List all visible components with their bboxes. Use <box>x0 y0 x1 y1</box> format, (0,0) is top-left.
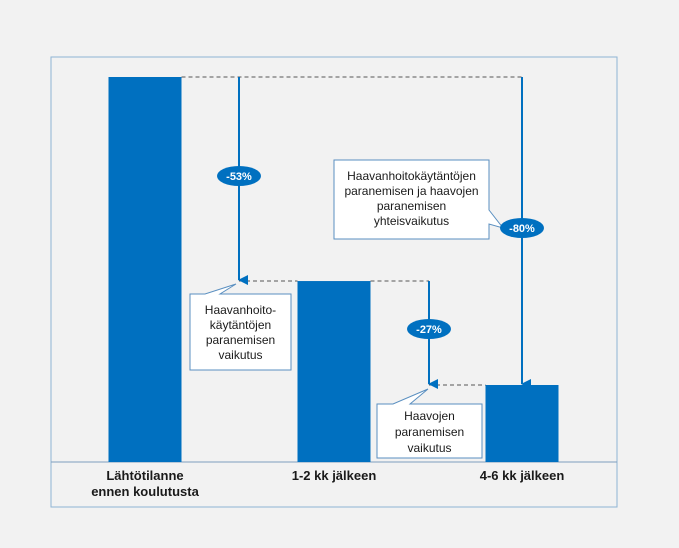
bar-3 <box>486 385 559 462</box>
percent-label-3: -80% <box>509 223 535 235</box>
percent-label-1: -53% <box>226 171 252 183</box>
bar-2 <box>298 281 371 462</box>
x-tick-label-2: 1-2 kk jälkeen <box>291 468 377 483</box>
x-tick-label-1: Lähtötilanne ennen koulutusta <box>91 468 199 499</box>
callout-text-3: Haavanhoitokäytäntöjen paranemisen ja haavojen paranemisen yhteisvaikutus <box>344 169 479 228</box>
callout-text-2: Haavojen paranemisen vaikutus <box>394 409 465 455</box>
bar-1 <box>109 77 182 462</box>
x-tick-label-3: 4-6 kk jälkeen <box>479 468 565 483</box>
callout-text-1: Haavanhoito-käytäntöjen paranemisen vaikutus <box>204 303 277 362</box>
percent-label-2: -27% <box>416 324 442 336</box>
